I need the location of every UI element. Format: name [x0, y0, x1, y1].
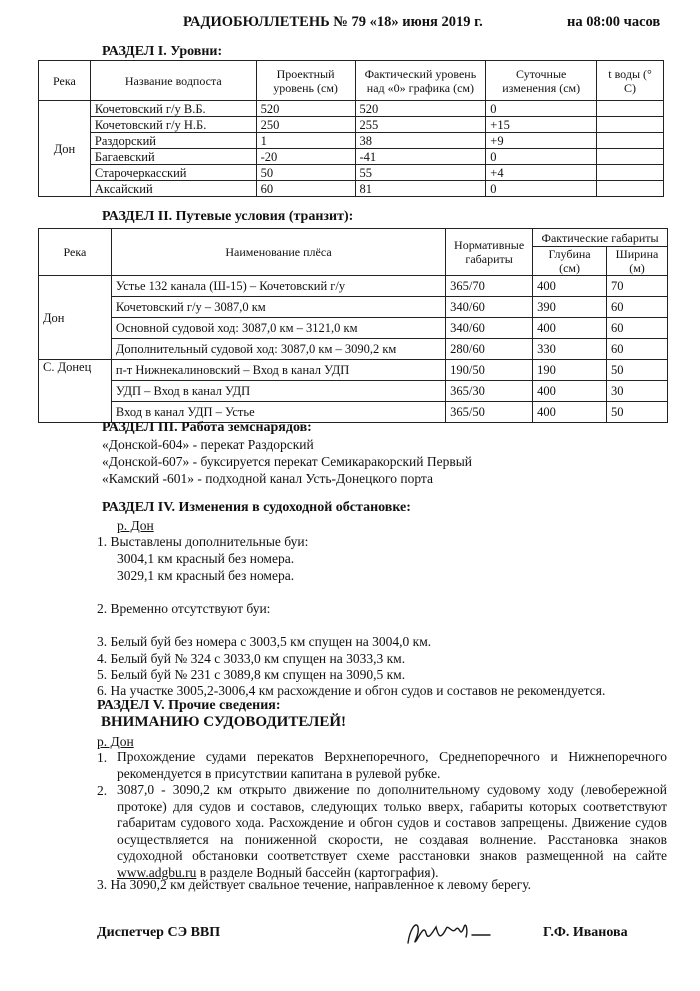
signature-icon: [402, 915, 497, 953]
width-cell: 50: [607, 402, 668, 423]
buoy-line: 3029,1 км красный без номера.: [117, 568, 295, 583]
adgbu-link[interactable]: www.adgbu.ru: [117, 864, 197, 880]
daily-cell: +9: [486, 133, 597, 149]
buoy-line: 3004,1 км красный без номера.: [117, 551, 295, 566]
dispatcher-name: Г.Ф. Иванова: [543, 925, 628, 940]
temp-cell: [597, 181, 664, 197]
reach-cell: Основной судовой ход: 3087,0 км – 3121,0 км: [111, 318, 445, 339]
levels-header-post: Название водпоста: [90, 61, 256, 101]
post-cell: Кочетовский г/у Н.Б.: [90, 117, 256, 133]
table-row: [39, 101, 664, 117]
width-cell: 30: [607, 381, 668, 402]
daily-cell: 0: [486, 149, 597, 165]
depth-cell: 330: [533, 339, 607, 360]
design-cell: 250: [256, 117, 355, 133]
design-cell: 60: [256, 181, 355, 197]
post-cell: Багаевский: [90, 149, 256, 165]
dredger-line: «Донской-607» - буксируется перекат Семикаракорский Первый: [102, 454, 472, 469]
dredger-line: «Камский -601» - подходной канал Усть-Донецкого порта: [102, 471, 433, 486]
section4-item: 3. Белый буй без номера с 3003,5 км спущен на 3004,0 км.: [97, 634, 432, 649]
temp-cell: [597, 133, 664, 149]
post-cell: Старочеркасский: [90, 165, 256, 181]
section4-river: р. Дон: [117, 518, 154, 533]
levels-header-daily: Суточные изменения (см): [486, 61, 597, 101]
para2-number: 2.: [97, 783, 108, 798]
levels-header-river: Река: [39, 61, 91, 101]
section4-item: 5. Белый буй № 231 с 3089,8 км спущен на 3090,5 км.: [97, 667, 406, 682]
transit-header-width: Ширина (м): [607, 247, 668, 276]
post-cell: Кочетовский г/у В.Б.: [90, 101, 256, 117]
table-row: [39, 297, 668, 318]
table-row: [39, 276, 668, 297]
table-row: [39, 339, 668, 360]
depth-cell: 400: [533, 276, 607, 297]
temp-cell: [597, 117, 664, 133]
width-cell: 60: [607, 339, 668, 360]
width-cell: 60: [607, 297, 668, 318]
temp-cell: [597, 165, 664, 181]
levels-header-design: Проектный уровень (см): [256, 61, 355, 101]
para1-text: Прохождение судами перекатов Верхнепоречного, Среднепоречного и Нижнепоречного рекомендуется в присутствии капитана в рулевой рубке.: [117, 749, 667, 781]
transit-table: [38, 228, 668, 423]
width-cell: 50: [607, 360, 668, 381]
norm-cell: 280/60: [446, 339, 533, 360]
width-cell: 60: [607, 318, 668, 339]
depth-cell: 190: [533, 360, 607, 381]
levels-river-cell: Дон: [39, 101, 91, 197]
temp-cell: [597, 149, 664, 165]
norm-cell: 340/60: [446, 318, 533, 339]
levels-header-actual: Фактический уровень над «0» графика (см): [355, 61, 486, 101]
reach-cell: Устье 132 канала (Ш-15) – Кочетовский г/у: [111, 276, 445, 297]
table-row: [39, 381, 668, 402]
reach-cell: Кочетовский г/у – 3087,0 км: [111, 297, 445, 318]
levels-header-row: [39, 61, 664, 101]
para1-number: 1.: [97, 750, 108, 765]
temp-cell: [597, 101, 664, 117]
depth-cell: 400: [533, 402, 607, 423]
actual-cell: 38: [355, 133, 486, 149]
depth-cell: 390: [533, 297, 607, 318]
para3-text: 3. На 3090,2 км действует свальное течение, направленное к левому берегу.: [97, 877, 532, 892]
dredger-line: «Донской-604» - перекат Раздорский: [102, 437, 314, 452]
levels-table: [38, 60, 664, 197]
table-row: [39, 360, 668, 381]
transit-header-depth: Глубина (см): [533, 247, 607, 276]
transit-header-reach: Наименование плёса: [111, 229, 445, 276]
post-cell: Раздорский: [90, 133, 256, 149]
actual-cell: -41: [355, 149, 486, 165]
actual-cell: 55: [355, 165, 486, 181]
section4-item: 4. Белый буй № 324 с 3033,0 км спущен на 3033,3 км.: [97, 651, 406, 666]
norm-cell: 365/70: [446, 276, 533, 297]
table-row: [39, 149, 664, 165]
design-cell: 50: [256, 165, 355, 181]
section1-title: РАЗДЕЛ I. Уровни:: [102, 44, 223, 59]
table-row: [39, 318, 668, 339]
norm-cell: 365/30: [446, 381, 533, 402]
norm-cell: 340/60: [446, 297, 533, 318]
table-row: [39, 133, 664, 149]
daily-cell: 0: [486, 181, 597, 197]
table-row: [39, 165, 664, 181]
width-cell: 70: [607, 276, 668, 297]
dispatcher-role: Диспетчер СЭ ВВП: [97, 925, 221, 940]
bulletin-title: РАДИОБЮЛЛЕТЕНЬ № 79 «18» июня 2019 г.: [183, 14, 483, 30]
transit-river-cell: С. Донец: [39, 360, 112, 423]
actual-cell: 255: [355, 117, 486, 133]
reach-cell: Дополнительный судовой ход: 3087,0 км – 3090,2 км: [111, 339, 445, 360]
para2-text: 3087,0 - 3090,2 км открыто движение по дополнительному судовому ходу (левобережной протоке) для судов и составов, следующих только вверх, габариты которых соответствуют габаритам судового хода. Расхождение и обгон судов и составов запрещены. Движение судов осуществляется на пониженной скорости, не создавая волнение. Расстановка знаков судоходной обстановки соответствует схеме расстановки знаков размещенной на сайте www.adgbu.ru в разделе Водный бассейн (картография).: [117, 782, 667, 880]
reach-cell: п-т Нижнекалиновский – Вход в канал УДП: [111, 360, 445, 381]
section5-title: РАЗДЕЛ V. Прочие сведения:: [97, 698, 281, 713]
post-cell: Аксайский: [90, 181, 256, 197]
section2-title: РАЗДЕЛ II. Путевые условия (транзит):: [102, 209, 354, 224]
transit-header-norm: Нормативные габариты: [446, 229, 533, 276]
depth-cell: 400: [533, 381, 607, 402]
design-cell: 520: [256, 101, 355, 117]
actual-cell: 520: [355, 101, 486, 117]
attention-heading: ВНИМАНИЮ СУДОВОДИТЕЛЕЙ!: [101, 714, 346, 730]
transit-header-actual: Фактические габариты: [533, 229, 668, 247]
table-row: [39, 181, 664, 197]
daily-cell: +4: [486, 165, 597, 181]
section3-title: РАЗДЕЛ III. Работа земснарядов:: [102, 420, 312, 435]
section4-item1: 1. Выставлены дополнительные буи:: [97, 534, 309, 549]
section5-river: р. Дон: [97, 734, 134, 749]
norm-cell: 190/50: [446, 360, 533, 381]
daily-cell: +15: [486, 117, 597, 133]
table-row: [39, 117, 664, 133]
reach-cell: Вход в канал УДП – Устье: [111, 402, 445, 423]
design-cell: -20: [256, 149, 355, 165]
design-cell: 1: [256, 133, 355, 149]
actual-cell: 81: [355, 181, 486, 197]
daily-cell: 0: [486, 101, 597, 117]
section4-item2: 2. Временно отсутствуют буи:: [97, 601, 271, 616]
section4-item: 6. На участке 3005,2-3006,4 км расхождение и обгон судов и составов не рекомендуется.: [97, 683, 606, 698]
levels-header-temp: t воды (° С): [597, 61, 664, 101]
norm-cell: 365/50: [446, 402, 533, 423]
depth-cell: 400: [533, 318, 607, 339]
section4-title: РАЗДЕЛ IV. Изменения в судоходной обстановке:: [102, 500, 411, 515]
reach-cell: УДП – Вход в канал УДП: [111, 381, 445, 402]
bulletin-time: на 08:00 часов: [567, 14, 661, 30]
transit-header-river: Река: [39, 229, 112, 276]
transit-river-cell: Дон: [39, 276, 112, 360]
